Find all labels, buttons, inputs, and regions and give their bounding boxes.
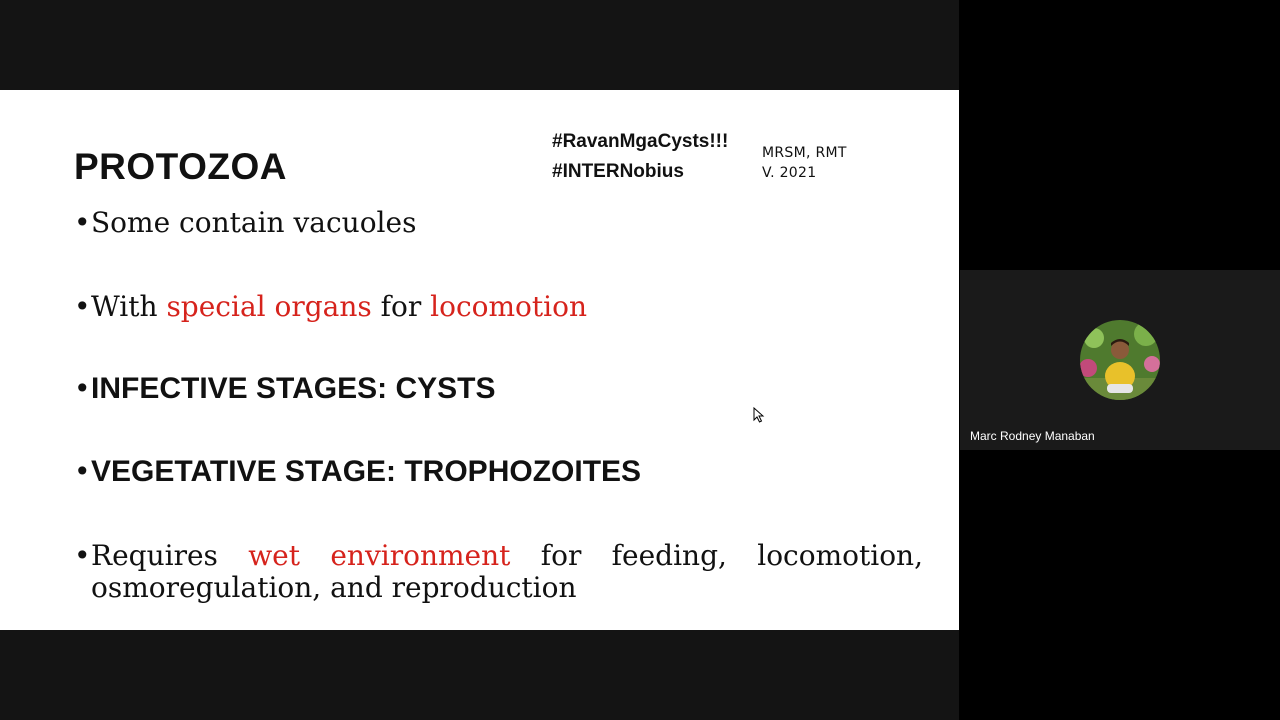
bullet-item xyxy=(74,373,923,405)
user-avatar-icon xyxy=(1080,320,1160,400)
bullet-text-part: Requires xyxy=(91,539,249,572)
participant-name-label: Marc Rodney Manaban xyxy=(970,429,1095,443)
bullet-text xyxy=(91,456,923,488)
author-line: V. 2021 xyxy=(762,165,817,181)
bullet-text-part: With xyxy=(91,290,167,323)
bullet-text-part: for xyxy=(371,290,431,323)
mouse-cursor-icon xyxy=(753,407,765,423)
highlighted-text: locomotion xyxy=(430,290,588,323)
hashtag-line: #RavanMgaCysts!!! xyxy=(552,131,729,152)
bullet-dot: • xyxy=(74,290,91,323)
highlighted-text: wet environment xyxy=(248,539,511,572)
bullet-text xyxy=(91,207,923,239)
bullet-dot: • xyxy=(74,455,91,488)
author-line: MRSM, RMT xyxy=(762,145,847,161)
bullet-text xyxy=(91,540,923,604)
bullet-text-part: INFECTIVE STAGES: CYSTS xyxy=(91,372,496,405)
slide-author-note xyxy=(762,143,847,183)
slide-hashtags xyxy=(552,127,728,187)
bullet-text xyxy=(91,373,923,405)
bullet-dot: • xyxy=(74,539,91,572)
bullet-item xyxy=(74,540,923,604)
bullet-dot: • xyxy=(74,206,91,239)
bullet-dot: • xyxy=(74,372,91,405)
bullet-text-part: for feeding, locomotion, osmoregulation, and reproduction xyxy=(91,539,923,604)
hashtag-line: #INTERNobius xyxy=(552,161,684,182)
bullet-text xyxy=(91,291,923,323)
bullet-item xyxy=(74,456,923,488)
bullet-item xyxy=(74,207,923,239)
bullet-item xyxy=(74,291,923,323)
highlighted-text: special organs xyxy=(166,290,372,323)
bullet-text-part: Some contain vacuoles xyxy=(91,206,417,239)
bullet-text-part: VEGETATIVE STAGE: TROPHOZOITES xyxy=(91,455,642,488)
slide-title: PROTOZOA xyxy=(74,146,287,187)
participant-video-tile[interactable] xyxy=(960,270,1280,450)
